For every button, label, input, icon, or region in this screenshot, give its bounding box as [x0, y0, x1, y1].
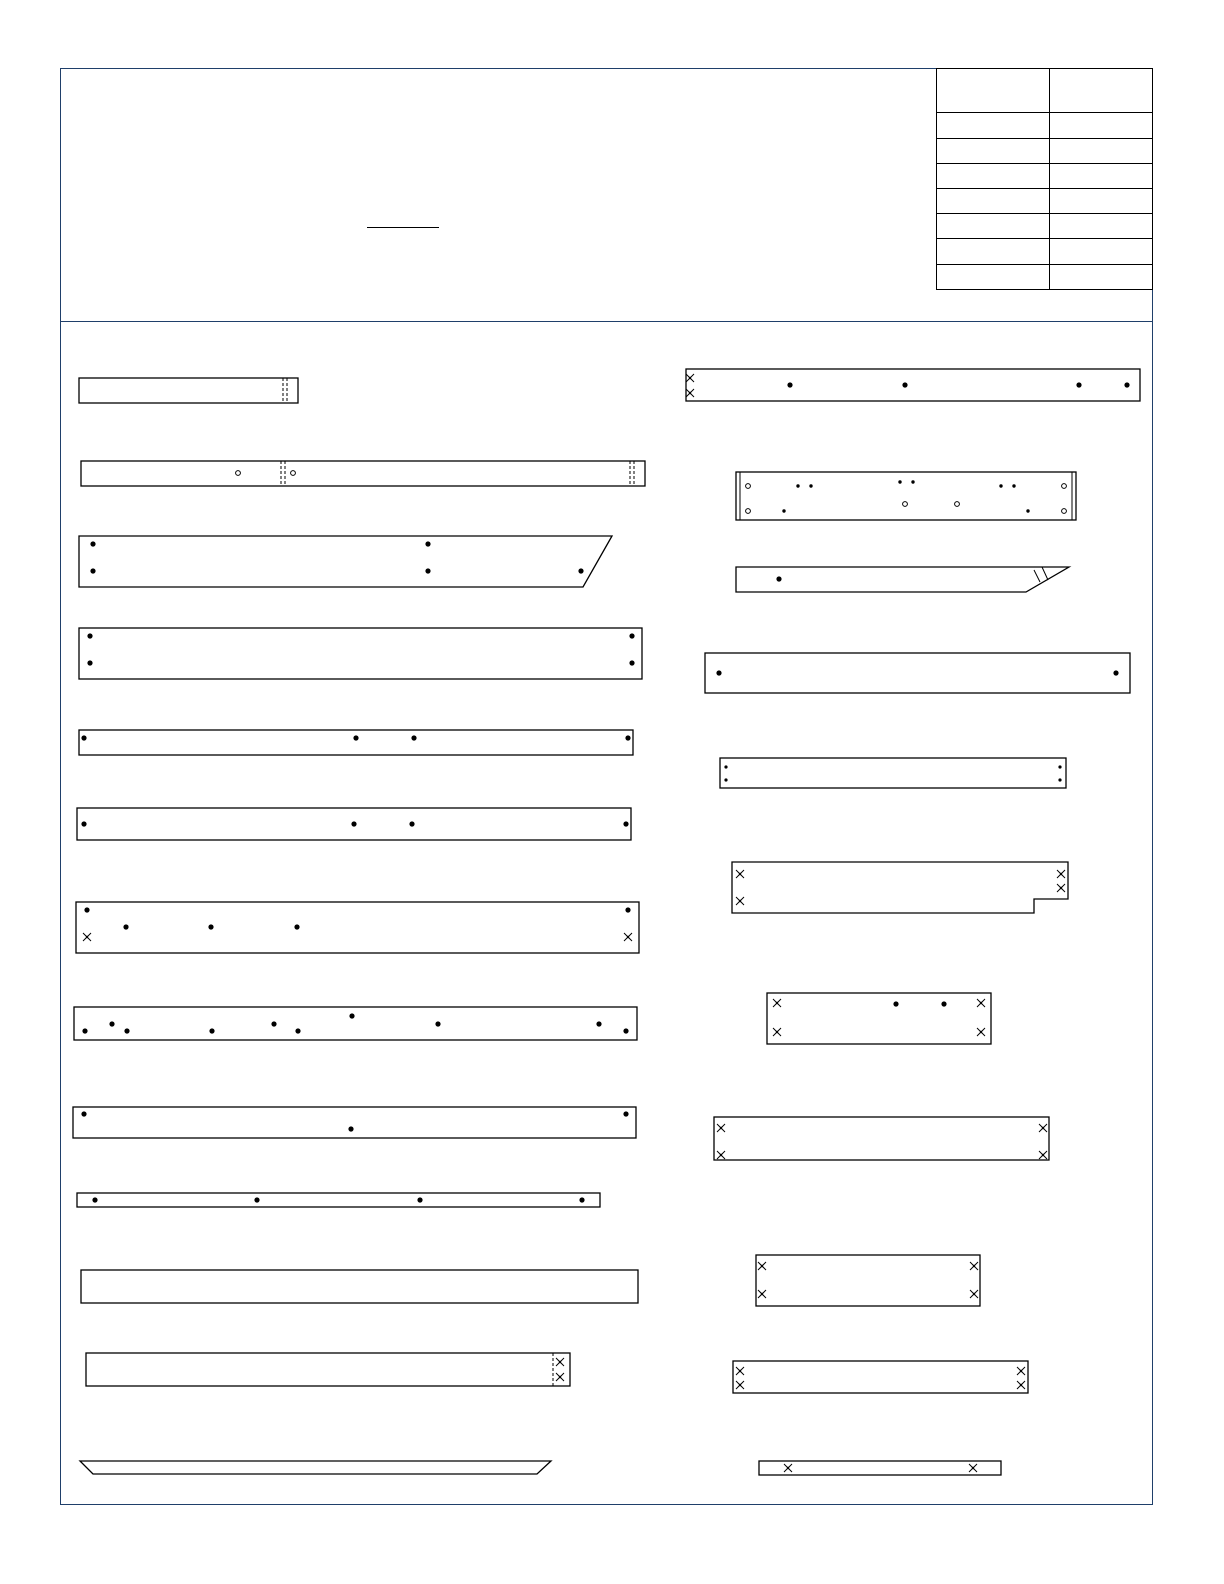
- small-hole: [898, 480, 901, 483]
- screw-hole: [941, 1001, 946, 1006]
- part-2: [81, 461, 645, 486]
- screw-hole: [254, 1197, 259, 1202]
- cross-drill-mark: [773, 1028, 781, 1036]
- screw-hole: [109, 1021, 114, 1026]
- screw-hole: [123, 924, 128, 929]
- part-7: [76, 902, 639, 953]
- part-20: [767, 993, 991, 1044]
- screw-hole: [579, 1197, 584, 1202]
- part-19: [732, 862, 1068, 913]
- part-23: [733, 1361, 1028, 1393]
- screw-hole: [787, 382, 792, 387]
- part-outline: [76, 902, 639, 953]
- screw-hole: [348, 1126, 353, 1131]
- screw-hole: [87, 660, 92, 665]
- part-8: [74, 1007, 637, 1040]
- screw-hole: [294, 924, 299, 929]
- small-hole: [782, 509, 785, 512]
- part-15: [736, 472, 1076, 520]
- part-outline: [733, 1361, 1028, 1393]
- pilot-hole: [291, 471, 296, 476]
- part-outline: [79, 378, 298, 403]
- pilot-hole: [1062, 484, 1067, 489]
- cross-drill-mark: [686, 374, 694, 382]
- screw-hole: [82, 1028, 87, 1033]
- screw-hole: [623, 1028, 628, 1033]
- small-hole: [1026, 509, 1029, 512]
- cross-drill-mark: [1057, 870, 1065, 878]
- part-outline: [81, 461, 645, 486]
- cross-drill-mark: [970, 1290, 978, 1298]
- part-outline: [77, 1193, 600, 1207]
- screw-hole: [425, 541, 430, 546]
- screw-hole: [1113, 670, 1118, 675]
- screw-hole: [1076, 382, 1081, 387]
- cross-drill-mark: [1017, 1367, 1025, 1375]
- edge-line: [1034, 570, 1040, 582]
- screw-hole: [411, 735, 416, 740]
- screw-hole: [902, 382, 907, 387]
- cross-drill-mark: [977, 999, 985, 1007]
- part-outline: [86, 1353, 570, 1386]
- part-11: [81, 1270, 638, 1303]
- screw-hole: [623, 1111, 628, 1116]
- part-outline: [80, 1461, 551, 1474]
- part-1: [79, 378, 298, 403]
- cross-drill-mark: [556, 1373, 564, 1381]
- small-hole: [911, 480, 914, 483]
- screw-hole: [90, 568, 95, 573]
- pilot-hole: [955, 502, 960, 507]
- pilot-hole: [1062, 509, 1067, 514]
- small-hole: [809, 484, 812, 487]
- small-hole: [796, 484, 799, 487]
- part-outline: [74, 1007, 637, 1040]
- part-outline: [705, 653, 1130, 693]
- part-6: [77, 808, 631, 840]
- screw-hole: [81, 735, 86, 740]
- pilot-hole: [746, 509, 751, 514]
- screw-hole: [124, 1028, 129, 1033]
- cross-drill-mark: [784, 1464, 792, 1472]
- pilot-hole: [903, 502, 908, 507]
- part-outline: [732, 862, 1068, 913]
- cross-drill-mark: [736, 870, 744, 878]
- part-5: [79, 730, 633, 755]
- cross-drill-mark: [758, 1290, 766, 1298]
- cross-drill-mark: [1039, 1151, 1047, 1159]
- part-outline: [767, 993, 991, 1044]
- part-17: [705, 653, 1130, 693]
- part-12: [86, 1353, 570, 1386]
- part-22: [756, 1255, 980, 1306]
- screw-hole: [629, 660, 634, 665]
- part-21: [714, 1117, 1049, 1160]
- cross-drill-mark: [1039, 1124, 1047, 1132]
- cross-drill-mark: [83, 933, 91, 941]
- screw-hole: [409, 821, 414, 826]
- cross-drill-mark: [970, 1262, 978, 1270]
- part-14: [686, 369, 1140, 401]
- part-outline: [79, 730, 633, 755]
- edge-line: [1042, 567, 1048, 580]
- part-outline: [756, 1255, 980, 1306]
- cross-drill-mark: [717, 1124, 725, 1132]
- part-4: [79, 628, 642, 679]
- screw-hole: [90, 541, 95, 546]
- cross-drill-mark: [977, 1028, 985, 1036]
- part-outline: [79, 628, 642, 679]
- cross-drill-mark: [624, 933, 632, 941]
- part-16: [736, 567, 1069, 592]
- screw-hole: [81, 1111, 86, 1116]
- pilot-hole: [236, 471, 241, 476]
- screw-hole: [209, 1028, 214, 1033]
- screw-hole: [425, 568, 430, 573]
- part-outline: [73, 1107, 636, 1138]
- part-24: [759, 1461, 1001, 1475]
- screw-hole: [84, 907, 89, 912]
- cross-drill-mark: [1057, 884, 1065, 892]
- cross-drill-mark: [556, 1358, 564, 1366]
- screw-hole: [625, 735, 630, 740]
- part-outline: [714, 1117, 1049, 1160]
- part-outline: [79, 536, 612, 587]
- part-9: [73, 1107, 636, 1138]
- screw-hole: [596, 1021, 601, 1026]
- screw-hole: [349, 1013, 354, 1018]
- cross-drill-mark: [969, 1464, 977, 1472]
- part-18: [720, 758, 1066, 788]
- cross-drill-mark: [1017, 1381, 1025, 1389]
- screw-hole: [92, 1197, 97, 1202]
- part-outline: [759, 1461, 1001, 1475]
- screw-hole: [625, 907, 630, 912]
- part-outline: [81, 1270, 638, 1303]
- part-outline: [720, 758, 1066, 788]
- screw-hole: [271, 1021, 276, 1026]
- cross-drill-mark: [686, 389, 694, 397]
- screw-hole: [295, 1028, 300, 1033]
- screw-hole: [353, 735, 358, 740]
- cross-drill-mark: [717, 1151, 725, 1159]
- screw-hole: [81, 821, 86, 826]
- part-10: [77, 1193, 600, 1207]
- screw-hole: [629, 633, 634, 638]
- cross-drill-mark: [736, 897, 744, 905]
- pilot-hole: [746, 484, 751, 489]
- cross-drill-mark: [758, 1262, 766, 1270]
- part-outline: [736, 472, 1076, 520]
- small-hole: [1012, 484, 1015, 487]
- cross-drill-mark: [736, 1381, 744, 1389]
- small-hole: [999, 484, 1002, 487]
- screw-hole: [716, 670, 721, 675]
- screw-hole: [351, 821, 356, 826]
- screw-hole: [578, 568, 583, 573]
- part-outline: [736, 567, 1069, 592]
- screw-hole: [208, 924, 213, 929]
- screw-hole: [623, 821, 628, 826]
- screw-hole: [87, 633, 92, 638]
- part-13: [80, 1461, 551, 1474]
- screw-hole: [417, 1197, 422, 1202]
- cross-drill-mark: [736, 1367, 744, 1375]
- screw-hole: [776, 576, 781, 581]
- part-3: [79, 536, 612, 587]
- screw-hole: [435, 1021, 440, 1026]
- screw-hole: [1124, 382, 1129, 387]
- screw-hole: [893, 1001, 898, 1006]
- cross-drill-mark: [773, 999, 781, 1007]
- part-outline: [686, 369, 1140, 401]
